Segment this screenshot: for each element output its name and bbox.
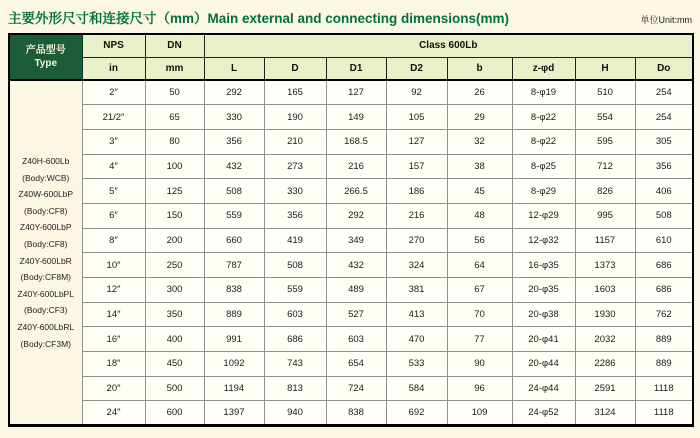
header-L: L	[204, 57, 264, 80]
table-cell: 356	[264, 203, 326, 228]
table-cell: 56	[447, 228, 512, 253]
product-model: Z40H-600Lb	[22, 156, 70, 166]
table-cell: 743	[264, 352, 326, 377]
table-cell: 48	[447, 203, 512, 228]
product-model: Z40Y-600LbPL	[17, 288, 74, 299]
type-header-cn: 产品型号	[25, 44, 66, 56]
table-cell: 324	[386, 253, 447, 278]
table-cell: 90	[447, 352, 512, 377]
table-cell: 24-φ44	[512, 376, 575, 401]
table-cell: 8-φ29	[512, 179, 575, 204]
table-cell: 8″	[82, 228, 145, 253]
table-cell: 8-φ22	[512, 129, 575, 154]
table-cell: 432	[326, 253, 386, 278]
product-type-list	[10, 153, 82, 352]
table-cell: 125	[145, 179, 204, 204]
table-header	[9, 34, 693, 80]
table-cell: 305	[635, 129, 693, 154]
table-cell: 330	[204, 105, 264, 130]
header-b: b	[447, 57, 512, 80]
header-Do: Do	[635, 57, 693, 80]
header-row-sub	[9, 57, 693, 80]
table-cell: 1092	[204, 352, 264, 377]
table-row	[9, 80, 693, 105]
table-row	[9, 352, 693, 377]
table-cell: 559	[204, 203, 264, 228]
header-zqd: z-φd	[512, 57, 575, 80]
table-row	[9, 302, 693, 327]
table-cell: 4″	[82, 154, 145, 179]
table-row	[9, 228, 693, 253]
type-header-en: Type	[34, 58, 58, 69]
table-cell: 603	[326, 327, 386, 352]
table-cell: 2591	[575, 376, 635, 401]
table-cell: 3″	[82, 129, 145, 154]
table-row	[9, 253, 693, 278]
table-cell: 889	[635, 327, 693, 352]
table-cell: 26	[447, 80, 512, 105]
table-cell: 889	[635, 352, 693, 377]
table-cell: 24-φ52	[512, 401, 575, 426]
table-cell: 20″	[82, 376, 145, 401]
table-cell: 400	[145, 327, 204, 352]
table-cell: 889	[204, 302, 264, 327]
header-D: D	[264, 57, 326, 80]
table-cell: 1930	[575, 302, 635, 327]
table-cell: 45	[447, 179, 512, 204]
header-D2: D2	[386, 57, 447, 80]
table-cell: 692	[386, 401, 447, 426]
table-cell: 826	[575, 179, 635, 204]
product-body-material: (Body:CF8M)	[20, 272, 72, 283]
table-cell: 660	[204, 228, 264, 253]
table-cell: 381	[386, 278, 447, 303]
table-cell: 20-φ41	[512, 327, 575, 352]
table-cell: 8-φ19	[512, 80, 575, 105]
table-cell: 266.5	[326, 179, 386, 204]
table-cell: 16-φ35	[512, 253, 575, 278]
table-cell: 470	[386, 327, 447, 352]
table-cell: 686	[264, 327, 326, 352]
table-cell: 1118	[635, 401, 693, 426]
table-cell: 105	[386, 105, 447, 130]
table-cell: 762	[635, 302, 693, 327]
product-model: Z40Y-600LbRL	[17, 321, 75, 332]
table-cell: 70	[447, 302, 512, 327]
table-row	[9, 401, 693, 426]
table-cell: 2032	[575, 327, 635, 352]
table-cell: 1397	[204, 401, 264, 426]
table-cell: 2″	[82, 80, 145, 105]
table-cell: 168.5	[326, 129, 386, 154]
table-cell: 20-φ38	[512, 302, 575, 327]
table-cell: 600	[145, 401, 204, 426]
table-row	[9, 203, 693, 228]
table-cell: 270	[386, 228, 447, 253]
table-row	[9, 105, 693, 130]
table-cell: 349	[326, 228, 386, 253]
table-cell: 584	[386, 376, 447, 401]
table-cell: 149	[326, 105, 386, 130]
table-row	[9, 129, 693, 154]
product-type-cell	[9, 80, 82, 426]
header-nps: NPS	[82, 34, 145, 57]
table-cell: 5″	[82, 179, 145, 204]
table-cell: 50	[145, 80, 204, 105]
table-cell: 12-φ32	[512, 228, 575, 253]
table-cell: 18″	[82, 352, 145, 377]
table-cell: 216	[326, 154, 386, 179]
table-cell: 210	[264, 129, 326, 154]
table-cell: 254	[635, 105, 693, 130]
table-cell: 165	[264, 80, 326, 105]
table-cell: 2286	[575, 352, 635, 377]
table-cell: 157	[386, 154, 447, 179]
table-cell: 20-φ35	[512, 278, 575, 303]
table-cell: 527	[326, 302, 386, 327]
product-body-material: (Body:CF8)	[24, 205, 68, 216]
table-cell: 1603	[575, 278, 635, 303]
table-cell: 595	[575, 129, 635, 154]
product-model: Z40Y-600LbR	[19, 255, 72, 266]
table-row	[9, 154, 693, 179]
header-dn: DN	[145, 34, 204, 57]
table-cell: 1118	[635, 376, 693, 401]
table-cell: 38	[447, 154, 512, 179]
table-cell: 654	[326, 352, 386, 377]
table-cell: 350	[145, 302, 204, 327]
table-cell: 603	[264, 302, 326, 327]
product-body-material: (Body:CF3M)	[20, 338, 72, 349]
table-cell: 127	[386, 129, 447, 154]
table-cell: 250	[145, 253, 204, 278]
table-cell: 787	[204, 253, 264, 278]
table-cell: 413	[386, 302, 447, 327]
table-cell: 292	[326, 203, 386, 228]
table-cell: 24″	[82, 401, 145, 426]
table-cell: 10″	[82, 253, 145, 278]
table-cell: 712	[575, 154, 635, 179]
table-cell: 32	[447, 129, 512, 154]
table-cell: 65	[145, 105, 204, 130]
header-in: in	[82, 57, 145, 80]
table-cell: 559	[264, 278, 326, 303]
table-cell: 8-φ25	[512, 154, 575, 179]
table-cell: 508	[204, 179, 264, 204]
table-cell: 500	[145, 376, 204, 401]
table-cell: 292	[204, 80, 264, 105]
table-cell: 21/2″	[82, 105, 145, 130]
table-cell: 216	[386, 203, 447, 228]
table-row	[9, 278, 693, 303]
table-cell: 508	[635, 203, 693, 228]
table-cell: 300	[145, 278, 204, 303]
table-cell: 127	[326, 80, 386, 105]
table-cell: 356	[204, 129, 264, 154]
table-cell: 1373	[575, 253, 635, 278]
table-cell: 8-φ22	[512, 105, 575, 130]
table-body	[9, 80, 693, 426]
dimensions-table	[8, 33, 694, 427]
table-cell: 12-φ29	[512, 203, 575, 228]
table-cell: 419	[264, 228, 326, 253]
table-cell: 77	[447, 327, 512, 352]
table-row	[9, 376, 693, 401]
table-cell: 991	[204, 327, 264, 352]
table-cell: 356	[635, 154, 693, 179]
table-cell: 190	[264, 105, 326, 130]
product-model: Z40Y-600LbP	[19, 222, 72, 233]
table-cell: 29	[447, 105, 512, 130]
table-cell: 554	[575, 105, 635, 130]
table-cell: 12″	[82, 278, 145, 303]
product-model: Z40W-600LbP	[18, 189, 74, 200]
table-cell: 273	[264, 154, 326, 179]
page-title: 主要外形尺寸和连接尺寸（mm）Main external and connecting dimensions(mm)	[8, 11, 510, 26]
header-H: H	[575, 57, 635, 80]
table-cell: 838	[326, 401, 386, 426]
table-cell: 432	[204, 154, 264, 179]
table-cell: 14″	[82, 302, 145, 327]
header-D1: D1	[326, 57, 386, 80]
table-cell: 724	[326, 376, 386, 401]
table-cell: 686	[635, 253, 693, 278]
table-cell: 610	[635, 228, 693, 253]
table-cell: 838	[204, 278, 264, 303]
table-cell: 1194	[204, 376, 264, 401]
table-cell: 489	[326, 278, 386, 303]
header-class: Class 600Lb	[204, 34, 693, 57]
table-cell: 64	[447, 253, 512, 278]
table-cell: 16″	[82, 327, 145, 352]
table-row	[9, 327, 693, 352]
product-body-material: (Body:WCB)	[22, 172, 70, 183]
table-cell: 686	[635, 278, 693, 303]
table-cell: 100	[145, 154, 204, 179]
product-body-material: (Body:CF8)	[24, 238, 68, 249]
header-mm: mm	[145, 57, 204, 80]
table-cell: 940	[264, 401, 326, 426]
product-body-material: (Body:CF3)	[24, 305, 68, 316]
table-cell: 510	[575, 80, 635, 105]
title-row	[0, 0, 700, 33]
table-cell: 406	[635, 179, 693, 204]
header-row-group	[9, 34, 693, 57]
table-cell: 96	[447, 376, 512, 401]
table-cell: 813	[264, 376, 326, 401]
table-cell: 150	[145, 203, 204, 228]
table-cell: 109	[447, 401, 512, 426]
unit-note: 单位Unit:mm	[640, 15, 692, 25]
table-cell: 6″	[82, 203, 145, 228]
table-cell: 67	[447, 278, 512, 303]
table-cell: 1157	[575, 228, 635, 253]
table-cell: 330	[264, 179, 326, 204]
table-cell: 533	[386, 352, 447, 377]
table-cell: 450	[145, 352, 204, 377]
table-cell: 995	[575, 203, 635, 228]
table-cell: 92	[386, 80, 447, 105]
table-cell: 508	[264, 253, 326, 278]
table-cell: 3124	[575, 401, 635, 426]
table-row	[9, 179, 693, 204]
table-cell: 20-φ44	[512, 352, 575, 377]
table-cell: 254	[635, 80, 693, 105]
table-cell: 80	[145, 129, 204, 154]
type-header-cell	[9, 34, 82, 80]
table-cell: 186	[386, 179, 447, 204]
table-cell: 200	[145, 228, 204, 253]
